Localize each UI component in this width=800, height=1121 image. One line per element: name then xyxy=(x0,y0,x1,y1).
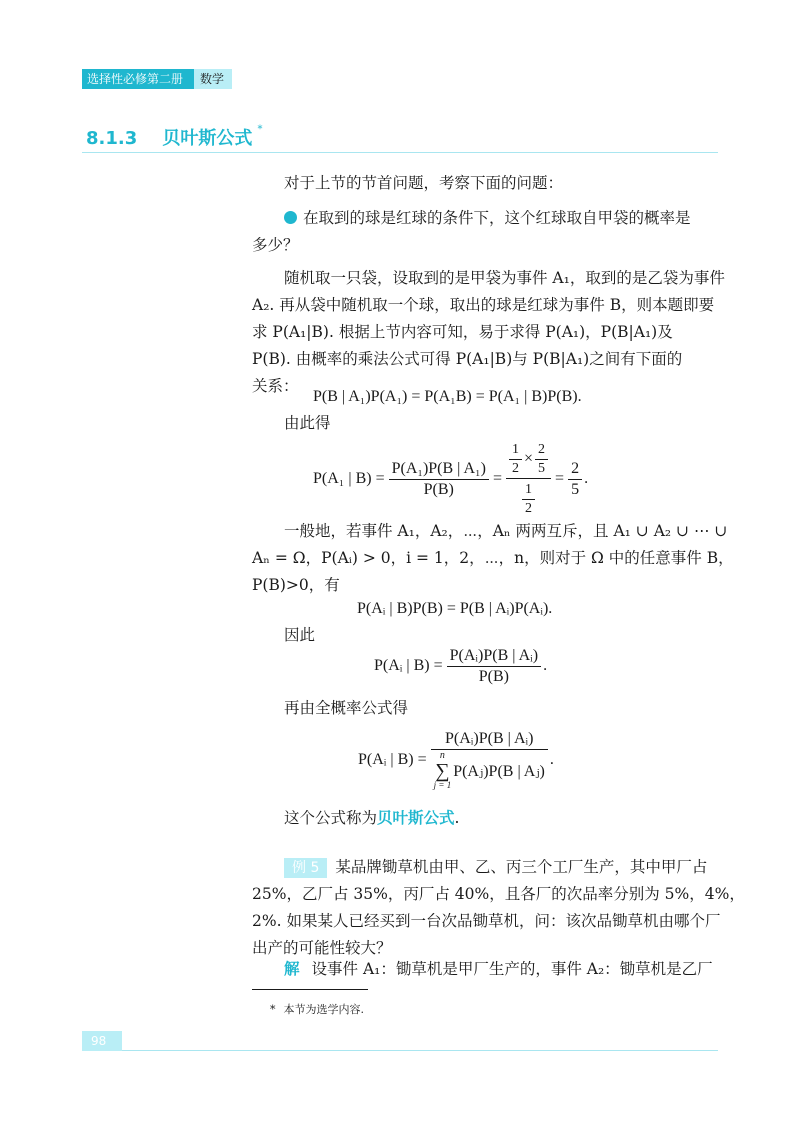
p1-line-4: P(B). 由概率的乘法公式可得 P(A₁|B)与 P(B|A₁)之间有下面的 xyxy=(252,350,683,368)
equation-2: P(A₁ | B) = $\frac{\text{P(A₁)P(B | A₁)}}{P(B)}$ = $\frac{1}{2}$ × $\frac{2}{5}$ $\frac{1}{2}$ = $\frac{2}{5}$ . xyxy=(313,441,589,516)
header-book-title: 选择性必修第二册 xyxy=(87,72,184,86)
eq2-denominator: P(B) xyxy=(389,479,489,499)
bullet-dot-icon xyxy=(284,211,297,224)
eq2-two-fifths: $\frac{2}{5}$ xyxy=(535,442,548,477)
therefore-2: 因此 xyxy=(284,626,316,644)
bayes-term: 贝叶斯公式 xyxy=(377,809,455,827)
section-star: * xyxy=(257,124,263,135)
footnote-mark: * xyxy=(270,1003,276,1016)
equation-1: P(B | A₁)P(A₁) = P(A₁B) = P(A₁ | B)P(B). xyxy=(313,388,582,405)
p1-line-5: 关系： xyxy=(252,377,299,395)
question-line-1: 在取到的球是红球的条件下，这个红球取自甲袋的概率是 xyxy=(284,205,691,232)
section-underline xyxy=(82,152,718,153)
total-prob-intro: 再由全概率公式得 xyxy=(284,699,409,717)
footnote-text: 本节为选学内容. xyxy=(283,1003,364,1016)
solution-label: 解 xyxy=(284,960,300,978)
eq2-result: $\frac{2}{5}$ xyxy=(568,460,582,499)
eq2-equals-b: = xyxy=(555,470,565,487)
eq2-equals: = xyxy=(492,470,502,487)
eq2-half: $\frac{1}{2}$ xyxy=(509,442,522,477)
eq5-summation: n ∑ j = 1 xyxy=(433,750,452,790)
question-line-2: 多少？ xyxy=(252,236,299,254)
eq2-compound-fraction xyxy=(506,442,551,517)
summation-icon: ∑ xyxy=(435,760,450,782)
eq2-lhs: P(A₁ | B) = xyxy=(313,470,385,487)
eq4-lhs: P(Aᵢ | B) = xyxy=(374,657,443,674)
example-line-1: 例 5 某品牌锄草机由甲、乙、丙三个工厂生产，其中甲厂占 xyxy=(284,854,707,881)
equation-4: P(Aᵢ | B) = $\frac{\text{P(Aᵢ)P(B | Aᵢ)}}{P(B)}$ . xyxy=(374,646,548,685)
p1-line-3: 求 P(A₁|B). 根据上节内容可知，易于求得 P(A₁)，P(B|A₁)及 xyxy=(252,323,673,341)
general-line-1: 一般地，若事件 A₁，A₂，⋯，Aₙ 两两互斥，且 A₁ ∪ A₂ ∪ ⋯ ∪ xyxy=(284,522,728,540)
eq5-lhs: P(Aᵢ | B) = xyxy=(358,751,427,768)
footnote-rule xyxy=(252,989,368,990)
example-line-3: 2%. 如果某人已经买到一台次品锄草机，问：该次品锄草机由哪个厂 xyxy=(252,912,721,930)
eq4-fraction: $\frac{\text{P(Aᵢ)P(B | Aᵢ)}}{P(B)}$ xyxy=(447,647,541,686)
eq2-denominator-half: $\frac{1}{2}$ xyxy=(522,482,535,517)
eq2-times: × xyxy=(524,450,534,467)
footer-line xyxy=(122,1050,718,1051)
general-line-3: P(B)>0，有 xyxy=(252,576,340,594)
eq2-fraction xyxy=(389,460,489,499)
intro-text: 对于上节的节首问题，考察下面的问题： xyxy=(284,174,564,192)
section-title: 贝叶斯公式 xyxy=(162,128,253,149)
section-heading xyxy=(86,124,262,150)
solution-line: 解 设事件 A₁：锄草机是甲厂生产的，事件 A₂：锄草机是乙厂 xyxy=(284,960,713,978)
general-line-2: Aₙ = Ω，P(Aᵢ) > 0，i = 1，2，⋯，n，则对于 Ω 中的任意事件 B， xyxy=(252,549,734,567)
equation-3: P(Aᵢ | B)P(B) = P(B | Aᵢ)P(Aᵢ). xyxy=(357,600,553,617)
footer-page-number: 98 xyxy=(91,1034,107,1048)
p1-line-1: 随机取一只袋，设取到的是甲袋为事件 A₁，取到的是乙袋为事件 xyxy=(284,269,725,287)
eq5-fraction: P(Aᵢ)P(B | Aᵢ) n ∑ j = 1 P(Aⱼ)P(B | Aⱼ) xyxy=(431,730,548,790)
bayes-definition: 这个公式称为贝叶斯公式. xyxy=(284,809,460,827)
section-number: 8.1.3 xyxy=(86,128,138,149)
example-label: 例 5 xyxy=(284,858,327,878)
therefore-1: 由此得 xyxy=(284,414,331,432)
footnote xyxy=(270,1003,364,1017)
example-line-2: 25%，乙厂占 35%，丙厂占 40%，且各厂的次品率分别为 5%，4%， xyxy=(252,885,745,903)
p1-line-2: A₂. 再从袋中随机取一个球，取出的球是红球为事件 B，则本题即要 xyxy=(252,296,715,314)
equation-5: P(Aᵢ | B) = P(Aᵢ)P(B | Aᵢ) n ∑ j = 1 P(Aⱼ)P(B | Aⱼ) . xyxy=(358,730,554,790)
example-line-4: 出产的可能性较大？ xyxy=(252,939,392,957)
header-subject: 数学 xyxy=(200,72,225,86)
eq2-numerator: P(A₁)P(B | A₁) xyxy=(391,459,486,477)
